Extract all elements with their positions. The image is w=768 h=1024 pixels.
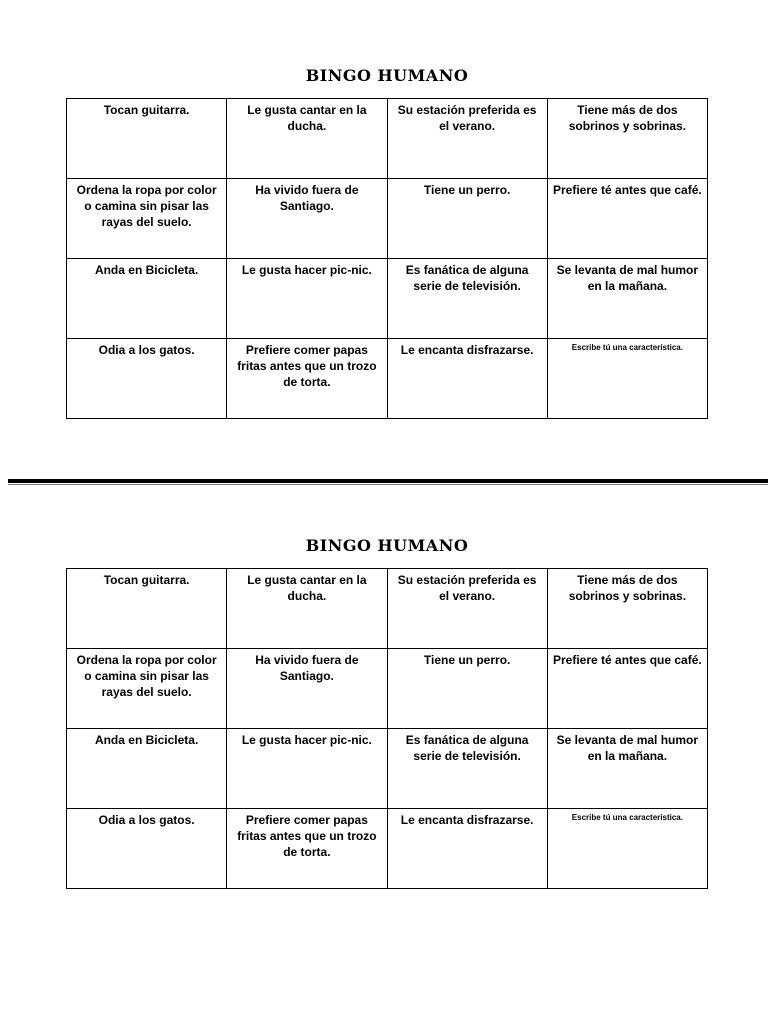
bingo-cell: Le gusta hacer pic-nic. xyxy=(227,729,387,809)
bingo-cell: Ordena la ropa por color o camina sin pisar las rayas del suelo. xyxy=(67,179,227,259)
cut-line-divider xyxy=(8,479,768,483)
bingo-cell: Le gusta cantar en la ducha. xyxy=(227,99,387,179)
grid-row xyxy=(67,339,708,419)
bingo-cell: Se levanta de mal humor en la mañana. xyxy=(547,259,707,339)
bingo-card-2 xyxy=(66,534,708,889)
bingo-cell: Prefiere té antes que café. xyxy=(547,179,707,259)
bingo-cell: Anda en Bicicleta. xyxy=(67,259,227,339)
bingo-cell: Odia a los gatos. xyxy=(67,339,227,419)
bingo-cell: Odia a los gatos. xyxy=(67,809,227,889)
bingo-cell: Tiene un perro. xyxy=(387,649,547,729)
bingo-cell: Su estación preferida es el verano. xyxy=(387,569,547,649)
grid-row xyxy=(67,259,708,339)
bingo-cell: Su estación preferida es el verano. xyxy=(387,99,547,179)
bingo-grid xyxy=(66,98,708,419)
bingo-card-1 xyxy=(66,64,708,419)
write-your-own-cell: Escribe tú una característica. xyxy=(547,339,707,419)
bingo-cell: Se levanta de mal humor en la mañana. xyxy=(547,729,707,809)
bingo-cell: Tiene un perro. xyxy=(387,179,547,259)
bingo-cell: Anda en Bicicleta. xyxy=(67,729,227,809)
bingo-cell: Le encanta disfrazarse. xyxy=(387,809,547,889)
grid-row xyxy=(67,179,708,259)
bingo-cell: Tiene más de dos sobrinos y sobrinas. xyxy=(547,569,707,649)
bingo-cell: Prefiere comer papas fritas antes que un trozo de torta. xyxy=(227,339,387,419)
bingo-cell: Es fanática de alguna serie de televisión. xyxy=(387,729,547,809)
card-title: BINGO HUMANO xyxy=(305,536,469,555)
bingo-cell: Prefiere comer papas fritas antes que un trozo de torta. xyxy=(227,809,387,889)
write-your-own-cell: Escribe tú una característica. xyxy=(547,809,707,889)
bingo-cell: Le gusta cantar en la ducha. xyxy=(227,569,387,649)
grid-row xyxy=(67,99,708,179)
card-title: BINGO HUMANO xyxy=(305,66,469,85)
grid-row xyxy=(67,809,708,889)
bingo-cell: Ordena la ropa por color o camina sin pisar las rayas del suelo. xyxy=(67,649,227,729)
bingo-grid xyxy=(66,568,708,889)
grid-row xyxy=(67,729,708,809)
bingo-cell: Ha vivido fuera de Santiago. xyxy=(227,179,387,259)
grid-row xyxy=(67,649,708,729)
bingo-cell: Tiene más de dos sobrinos y sobrinas. xyxy=(547,99,707,179)
bingo-cell: Tocan guitarra. xyxy=(67,569,227,649)
bingo-cell: Ha vivido fuera de Santiago. xyxy=(227,649,387,729)
cut-line-shadow xyxy=(8,484,768,485)
bingo-cell: Tocan guitarra. xyxy=(67,99,227,179)
bingo-cell: Es fanática de alguna serie de televisión. xyxy=(387,259,547,339)
grid-row xyxy=(67,569,708,649)
bingo-cell: Le encanta disfrazarse. xyxy=(387,339,547,419)
bingo-cell: Prefiere té antes que café. xyxy=(547,649,707,729)
bingo-cell: Le gusta hacer pic-nic. xyxy=(227,259,387,339)
